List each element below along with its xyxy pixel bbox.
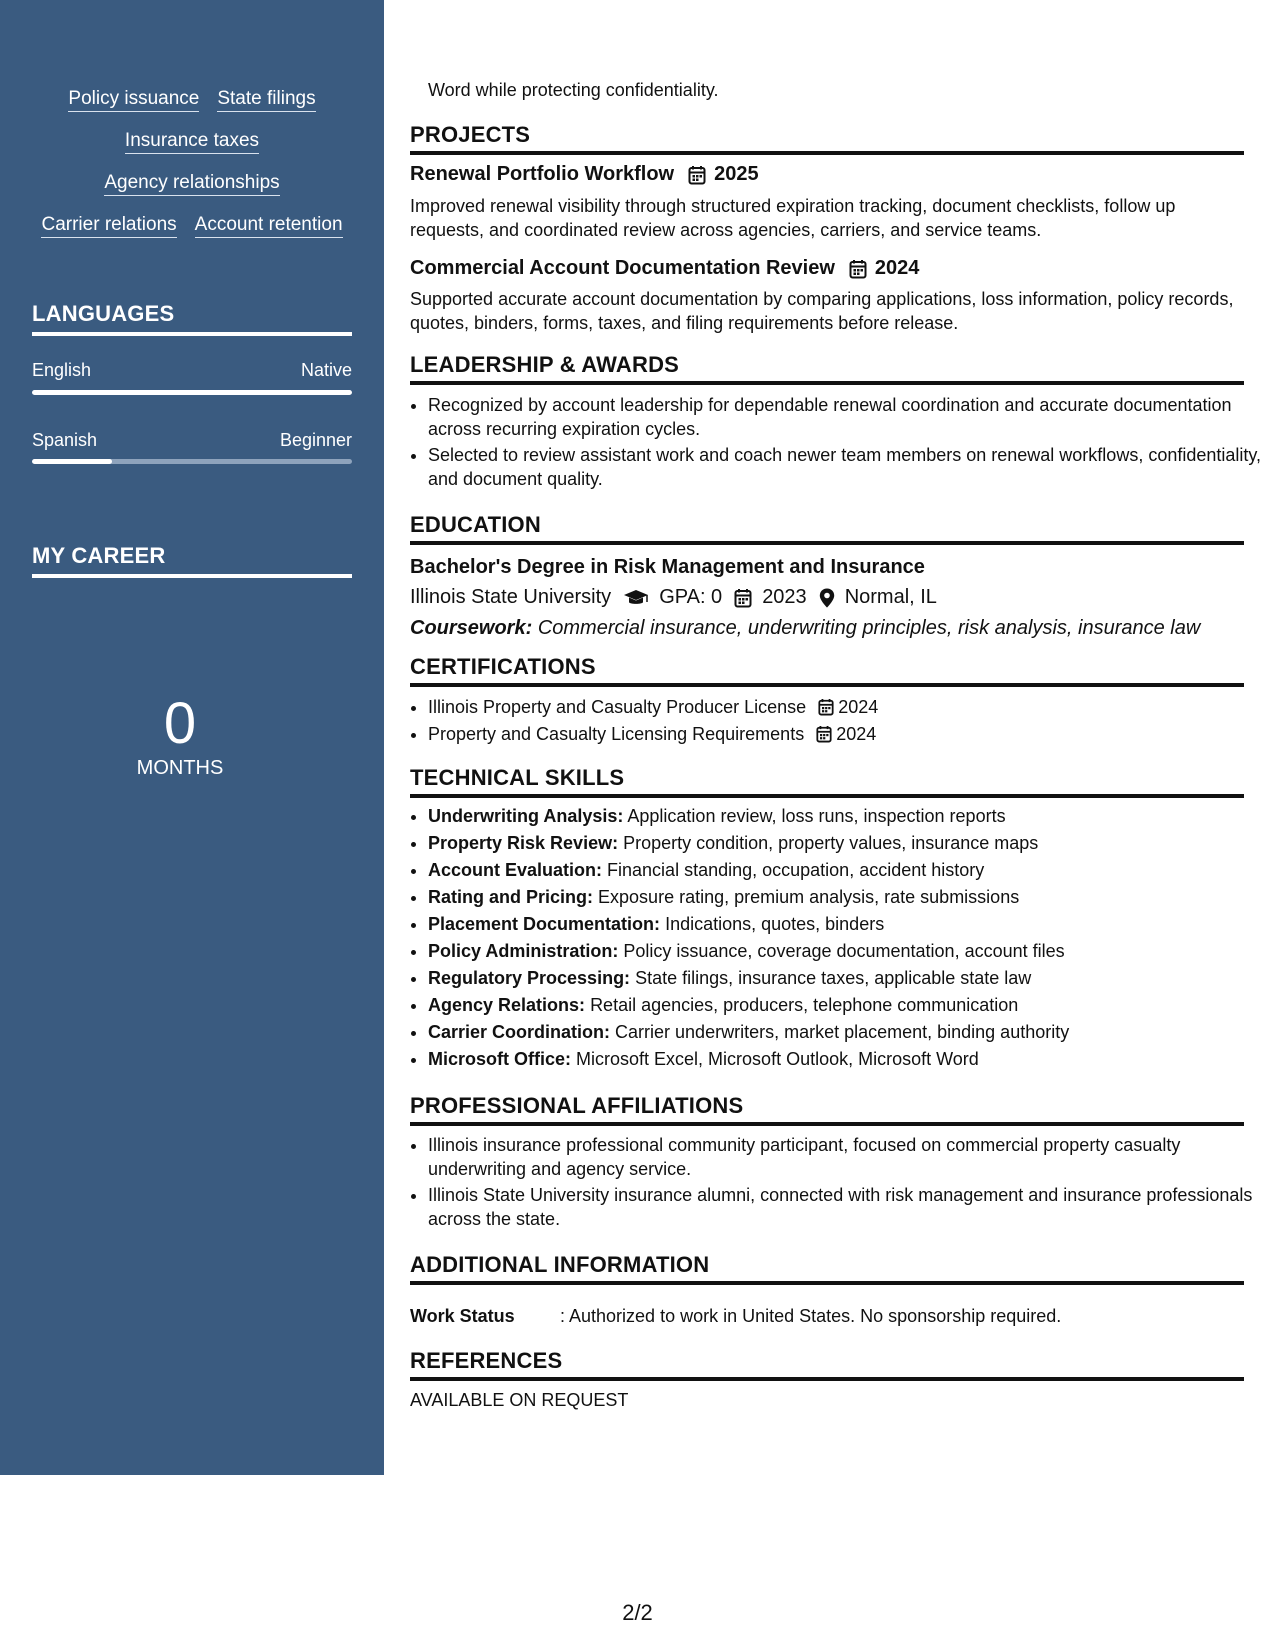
skill-label: Underwriting Analysis: — [428, 806, 624, 826]
skill-tags — [32, 88, 352, 238]
education-details — [410, 586, 937, 609]
list-item — [428, 939, 1262, 963]
skill-label: Carrier Coordination: — [428, 1022, 611, 1042]
graduation-cap-icon — [623, 589, 649, 607]
skill-value: Exposure rating, premium analysis, rate submissions — [598, 887, 1020, 907]
certification-year: 2024 — [838, 697, 879, 717]
projects-heading: PROJECTS — [410, 122, 1244, 155]
work-status-row — [410, 1306, 1061, 1327]
project-year: 2025 — [714, 163, 759, 185]
skill-label: Microsoft Office: — [428, 1049, 572, 1069]
language-bar-fill — [32, 390, 352, 395]
coursework-text: Commercial insurance, underwriting principles, risk analysis, insurance law — [537, 617, 1201, 639]
affiliations-heading: PROFESSIONAL AFFILIATIONS — [410, 1093, 1244, 1126]
project-description: Improved renewal visibility through structured expiration tracking, document checklists, follow up requests, and coordinated review across agencies, carriers, and service teams. — [410, 196, 1176, 240]
list-item — [428, 912, 1262, 936]
graduation-year: 2023 — [762, 586, 807, 608]
list-item — [428, 722, 1262, 746]
language-name: Spanish — [32, 430, 98, 450]
certification-name: • Illinois Property and Casualty Producer License — [428, 697, 807, 717]
career-unit: MONTHS — [136, 757, 224, 779]
skill-tag: State filings — [217, 88, 315, 112]
calendar-icon — [688, 165, 706, 185]
education-heading: EDUCATION — [410, 512, 1244, 545]
certification-year: 2024 — [836, 724, 877, 744]
certifications-list — [410, 695, 1262, 749]
sidebar — [0, 0, 384, 1475]
work-status-value: : Authorized to work in United States. No sponsorship required. — [560, 1306, 1062, 1326]
calendar-icon — [849, 259, 867, 279]
references-text: AVAILABLE ON REQUEST — [410, 1390, 629, 1410]
languages-heading: LANGUAGES — [32, 301, 352, 336]
project-year: 2024 — [874, 257, 920, 279]
language-bar-spanish — [32, 459, 352, 464]
language-name: English — [32, 360, 92, 380]
language-row-spanish — [32, 430, 352, 451]
skill-label: Agency Relations: — [428, 995, 586, 1015]
skill-value: Policy issuance, coverage documentation, account files — [623, 941, 1065, 961]
list-item — [428, 885, 1262, 909]
list-item — [428, 993, 1262, 1017]
language-row-english — [32, 360, 352, 381]
skill-label: Policy Administration: — [428, 941, 619, 961]
additional-info-heading: ADDITIONAL INFORMATION — [410, 1252, 1244, 1285]
calendar-icon — [734, 588, 752, 608]
skill-label: Rating and Pricing: — [428, 887, 594, 907]
technical-skills-list — [410, 804, 1262, 1074]
skill-label: Property Risk Review: — [428, 833, 619, 853]
certification-name: • Property and Casualty Licensing Requirements — [428, 724, 805, 744]
project-name: Renewal Portfolio Workflow — [410, 163, 675, 185]
skill-value: Microsoft Excel, Microsoft Outlook, Microsoft Word — [576, 1049, 979, 1069]
degree-title: Bachelor's Degree in Risk Management and Insurance — [410, 556, 925, 578]
skill-tag: Account retention — [195, 214, 343, 238]
list-item — [428, 1047, 1262, 1071]
project-title — [410, 257, 919, 280]
school-name: Illinois State University — [410, 586, 612, 608]
school-location: Normal, IL — [844, 586, 937, 608]
skill-value: Retail agencies, producers, telephone communication — [590, 995, 1019, 1015]
list-item: • Selected to review assistant work and coach newer team members on renewal workflows, confidentiality, and document quality. — [428, 443, 1262, 491]
list-item — [428, 695, 1262, 719]
list-item — [428, 966, 1262, 990]
work-status-label: Work Status — [410, 1306, 515, 1326]
project-title — [410, 163, 759, 186]
leadership-list — [410, 393, 1262, 493]
skill-value: State filings, insurance taxes, applicable state law — [635, 968, 1032, 988]
leadership-heading: LEADERSHIP & AWARDS — [410, 352, 1244, 385]
skill-value: Property condition, property values, insurance maps — [623, 833, 1039, 853]
project-name: Commercial Account Documentation Review — [410, 257, 835, 279]
coursework-label: Coursework: — [410, 617, 533, 639]
language-bar-english — [32, 390, 352, 395]
list-item — [428, 1020, 1262, 1044]
list-item — [428, 858, 1262, 882]
skill-tag: Agency relationships — [104, 172, 279, 196]
list-item — [428, 831, 1262, 855]
skill-value: Indications, quotes, binders — [665, 914, 885, 934]
skill-tag: Policy issuance — [68, 88, 199, 112]
calendar-icon — [818, 698, 834, 716]
list-item: • Recognized by account leadership for dependable renewal coordination and accurate documentation across recurring expiration cycles. — [428, 393, 1262, 441]
list-item: • Illinois insurance professional community participant, focused on commercial property casualty underwriting and agency service. — [428, 1133, 1262, 1181]
language-bar-fill — [32, 459, 112, 464]
certifications-heading: CERTIFICATIONS — [410, 654, 1244, 687]
career-heading: MY CAREER — [32, 543, 352, 578]
list-item: • Illinois State University insurance alumni, connected with risk management and insurance professionals across the state. — [428, 1183, 1262, 1231]
continuation-text: Word while protecting confidentiality. — [428, 80, 719, 100]
skill-value: Carrier underwriters, market placement, binding authority — [615, 1022, 1070, 1042]
career-value: 0 — [163, 691, 197, 756]
project-description: Supported accurate account documentation by comparing applications, loss information, policy records, quotes, binders, forms, taxes, and filing requirements before release. — [410, 289, 1234, 333]
skill-value: Application review, loss runs, inspection reports — [627, 806, 1006, 826]
skill-label: Account Evaluation: — [428, 860, 603, 880]
references-heading: REFERENCES — [410, 1348, 1244, 1381]
gpa: GPA: 0 — [659, 586, 723, 608]
calendar-icon — [816, 725, 832, 743]
language-level: Native — [300, 360, 352, 380]
affiliations-list — [410, 1133, 1262, 1233]
map-pin-icon — [819, 588, 835, 608]
skill-value: Financial standing, occupation, accident history — [607, 860, 985, 880]
page-number: 2/2 — [622, 1600, 653, 1625]
skill-tag: Carrier relations — [41, 214, 176, 238]
language-level: Beginner — [279, 430, 352, 450]
coursework — [410, 617, 1200, 640]
skill-tag: Insurance taxes — [125, 130, 259, 154]
skill-label: Placement Documentation: — [428, 914, 661, 934]
list-item — [428, 804, 1262, 828]
skill-label: Regulatory Processing: — [428, 968, 631, 988]
technical-skills-heading: TECHNICAL SKILLS — [410, 765, 1244, 798]
